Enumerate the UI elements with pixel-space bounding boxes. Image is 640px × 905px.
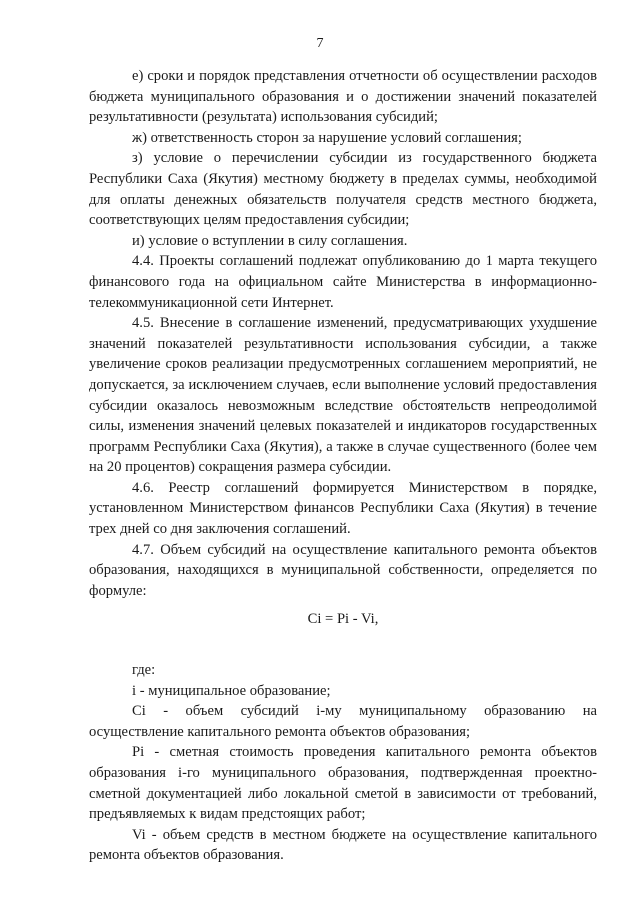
paragraph-4-5: 4.5. Внесение в соглашение изменений, предусматривающих ухудшение значений показателей результативности использования субсидии, а также увеличение сроков реализации предусмотренных соглашением мероприятий, не допускается, за исключением случаев, если выполнение условий предоставления субсидии оказалось невозможным вследствие обстоятельств непреодолимой силы, изменения значений целевых показателей и индикаторов государственных программ Республики Саха (Якутия), а также в случае существенного (более чем на 20 процентов) сокращения размера субсидии. [89, 315, 597, 476]
formula: Ci = Pi - Vi, [307, 611, 379, 628]
paragraph-4-6: 4.6. Реестр соглашений формируется Министерством в порядке, установленном Министерством финансов Республики Саха (Якутия) в течение трех дней со дня заключения соглашений. [89, 479, 597, 538]
definition-i: i - муниципальное образование; [132, 682, 331, 699]
paragraph-item-i: и) условие о вступлении в силу соглашения. [132, 232, 408, 249]
paragraph-item-z: з) условие о перечислении субсидии из государственного бюджета Республики Саха (Якутия) местному бюджету в пределах суммы, необходимой для оплаты денежных обязательств получателя средств местного бюджета, соответствующих целям предоставления субсидии; [89, 150, 597, 229]
paragraph-4-4: 4.4. Проекты соглашений подлежат опубликованию до 1 марта текущего финансового года на официальном сайте Министерства в информационно-телекоммуникационной сети Интернет. [89, 253, 597, 311]
formula-where-label: где: [132, 662, 156, 679]
page-number: 7 [316, 36, 324, 51]
paragraph-item-zh: ж) ответственность сторон за нарушение условий соглашения; [132, 129, 522, 146]
definition-pi: Pi - сметная стоимость проведения капитального ремонта объектов образования i-го муниципального образования, подтвержденная проектно-сметной документацией либо локальной сметой в зависимости от требований, предъявляемых к видам предстоящих работ; [89, 744, 597, 823]
paragraph-4-7: 4.7. Объем субсидий на осуществление капитального ремонта объектов образования, находящихся в муниципальной собственности, определяется по формуле: [89, 541, 597, 599]
definition-vi: Vi - объем средств в местном бюджете на осуществление капитального ремонта объектов образования. [89, 826, 597, 864]
paragraph-item-e: е) сроки и порядок представления отчетности об осуществлении расходов бюджета муниципального образования и о достижении значений показателей результативности (результата) использования субсидий; [89, 68, 597, 126]
document-body [89, 66, 597, 866]
definition-ci: Ci - объем субсидий i-му муниципальному образованию на осуществление капитального ремонта объектов образования; [89, 703, 597, 740]
